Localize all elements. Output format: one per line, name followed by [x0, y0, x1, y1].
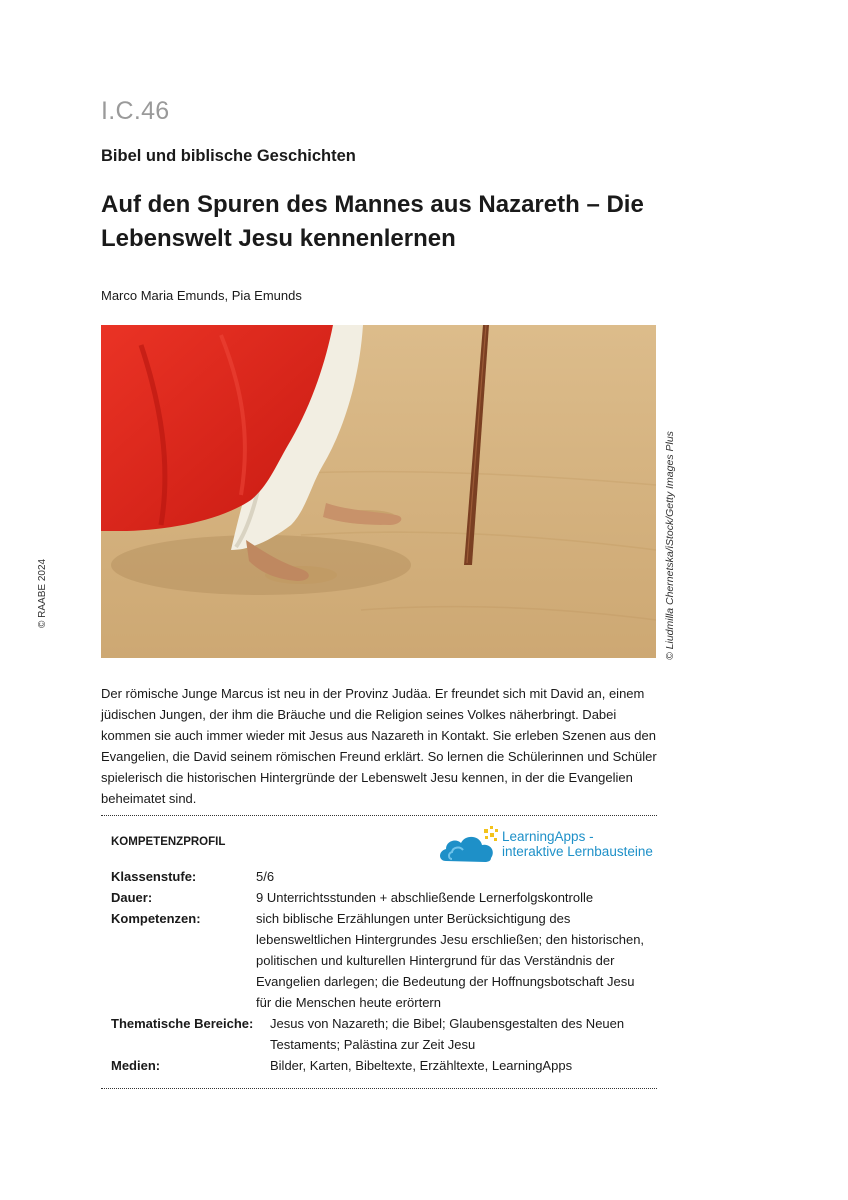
unit-code: I.C.46	[101, 97, 170, 125]
competence-profile-heading: KOMPETENZPROFIL	[111, 836, 226, 848]
profile-value: 5/6	[256, 869, 275, 884]
dotted-divider	[101, 1088, 657, 1089]
subject-heading: Bibel und biblische Geschichten	[101, 147, 356, 165]
learningapps-line2: interaktive Lernbausteine	[502, 844, 653, 859]
profile-label: Klassenstufe:	[111, 869, 197, 884]
page-title: Auf den Spuren des Mannes aus Nazareth – Die Lebenswelt Jesu kennenlernen	[101, 191, 644, 252]
profile-row-topics	[111, 1013, 657, 1055]
profile-label: Medien:	[111, 1058, 161, 1073]
profile-label: Dauer:	[111, 890, 153, 905]
profile-row-duration	[111, 887, 657, 908]
profile-row-grade	[111, 866, 657, 887]
profile-row-competences	[111, 908, 657, 1013]
competence-profile-table	[111, 866, 657, 1076]
profile-value: sich biblische Erzählungen unter Berücksichtigung des lebensweltlichen Hintergrundes Jesu erschließen; den historischen, politischen und kulturellen Hintergrund für das Verständnis der Evangelien darlegen; die Bedeutung der Hoffnungsbotschaft Jesu für die Menschen heute erörtern	[256, 911, 645, 1010]
authors: Marco Maria Emunds, Pia Emunds	[101, 288, 302, 303]
dotted-divider	[101, 815, 657, 816]
profile-value: Jesus von Nazareth; die Bibel; Glaubensgestalten des Neuen Testaments; Palästina zur Zeit Jesu	[270, 1016, 625, 1052]
cover-photo	[101, 325, 656, 658]
side-copyright: © RAABE 2024	[37, 558, 48, 628]
desert-walk-illustration	[101, 325, 656, 658]
profile-value: 9 Unterrichtsstunden + abschließende Lernerfolgskontrolle	[256, 890, 594, 905]
profile-row-media	[111, 1055, 657, 1076]
profile-label: Thematische Bereiche:	[111, 1016, 254, 1031]
learningapps-wordmark	[502, 829, 653, 859]
learningapps-line1: LearningApps -	[502, 829, 594, 844]
profile-label: Kompetenzen:	[111, 911, 201, 926]
intro-paragraph: Der römische Junge Marcus ist neu in der Provinz Judäa. Er freundet sich mit David an, einem jüdischen Jungen, der ihm die Bräuche und die Religion seines Volkes näherbringt. Dabei kommen sie auch immer wieder mit Jesus aus Nazareth in Kontakt. Sie erleben Szenen aus den Evangelien, die David seinem römischen Freund erklärt. So lernen die Schülerinnen und Schüler spielerisch die historischen Hintergründe der Lebenswelt Jesu kennen, in der die Evangelien beheimatet sind.	[101, 686, 657, 806]
profile-value: Bilder, Karten, Bibeltexte, Erzähltexte, LearningApps	[270, 1058, 573, 1073]
photo-credit: © Liudmilla Chernetska/iStock/Getty Images Plus	[664, 431, 676, 660]
cloud-icon	[438, 825, 508, 867]
